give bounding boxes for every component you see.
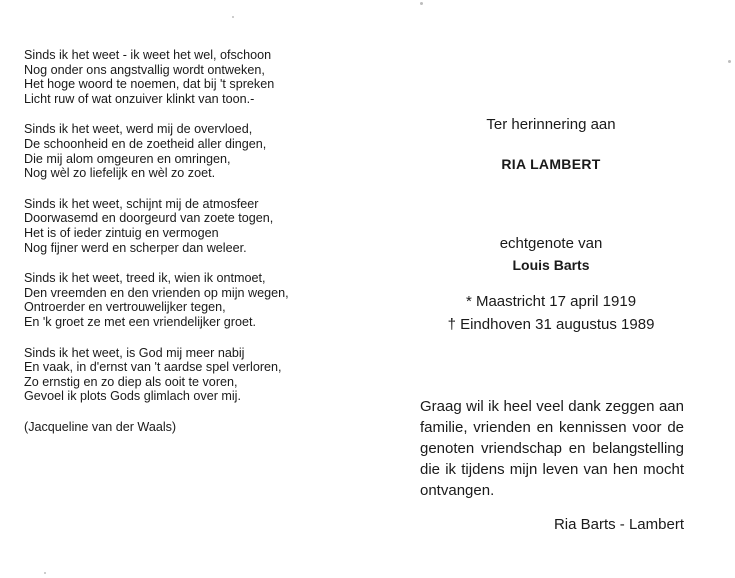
poem-line: Sinds ik het weet, schijnt mij de atmosfeer xyxy=(24,196,259,211)
poem-line: Het hoge woord te noemen, dat bij 't spreken xyxy=(24,77,275,92)
poem-line: En vaak, in d'ernst van 't aardse spel verloren, xyxy=(24,360,282,375)
poem-line: Licht ruw of wat onzuiver klinkt van toon.- xyxy=(24,91,255,106)
poem-line: Sinds ik het weet, werd mij de overvloed, xyxy=(24,122,253,137)
paper-speck xyxy=(420,2,423,5)
poem-line: De schoonheid en de zoetheid aller dingen, xyxy=(24,136,267,151)
poem-line: Nog onder ons angstvallig wordt ontweken, xyxy=(24,62,265,77)
poem-line: Die mij alom omgeuren en omringen, xyxy=(24,151,231,166)
poem-line: Nog fijner werd en scherper dan weleer. xyxy=(24,240,247,255)
poem-line: Nog wèl zo liefelijk en wèl zo zoet. xyxy=(24,166,216,181)
poem-line: Zo ernstig en zo diep als ooit te voren, xyxy=(24,374,238,389)
signature: Ria Barts - Lambert xyxy=(553,516,684,533)
paper-speck xyxy=(232,16,234,18)
poem-stanza-1 xyxy=(24,48,344,106)
poem-line: En 'k groet ze met een vriendelijker groet. xyxy=(24,314,257,329)
poem-line: Sinds ik het weet, is God mij meer nabij xyxy=(24,345,245,360)
paper-speck xyxy=(728,60,731,63)
poem-line: Doorwasemd en doorgeurd van zoete togen, xyxy=(24,211,274,226)
poem-line: Sinds ik het weet, treed ik, wien ik ontmoet, xyxy=(24,271,266,286)
deceased-name: RIA LAMBERT xyxy=(501,156,601,172)
poem xyxy=(24,48,344,434)
poem-stanza-3 xyxy=(24,197,344,255)
poem-stanza-2 xyxy=(24,122,344,180)
spouse-label: echtgenote van xyxy=(499,235,603,252)
poem-line: Het is of ieder zintuig en vermogen xyxy=(24,225,219,240)
poem-line: Sinds ik het weet - ik weet het wel, ofschoon xyxy=(24,48,272,62)
spouse-name: Louis Barts xyxy=(512,257,590,273)
poem-stanza-5 xyxy=(24,346,344,404)
birth-line: * Maastricht 17 april 1919 xyxy=(465,293,637,310)
death-line: † Eindhoven 31 augustus 1989 xyxy=(447,316,655,333)
poem-stanza-4 xyxy=(24,271,344,329)
poem-line: Ontroerder en vertrouwelijker tegen, xyxy=(24,300,226,315)
poem-line: Den vreemden en den vrienden op mijn wegen, xyxy=(24,285,289,300)
poem-author: (Jacqueline van der Waals) xyxy=(24,419,177,434)
thanks-paragraph: Graag wil ik heel veel dank zeggen aan familie, vrienden en kennissen voor de genoten vriendschap en belangstelling die ik tijdens mijn leven van hen mocht ontvangen. xyxy=(420,398,684,499)
memorial-heading: Ter herinnering aan xyxy=(486,116,616,133)
paper-speck xyxy=(44,572,46,574)
poem-line: Gevoel ik plots Gods glimlach over mij. xyxy=(24,389,241,404)
